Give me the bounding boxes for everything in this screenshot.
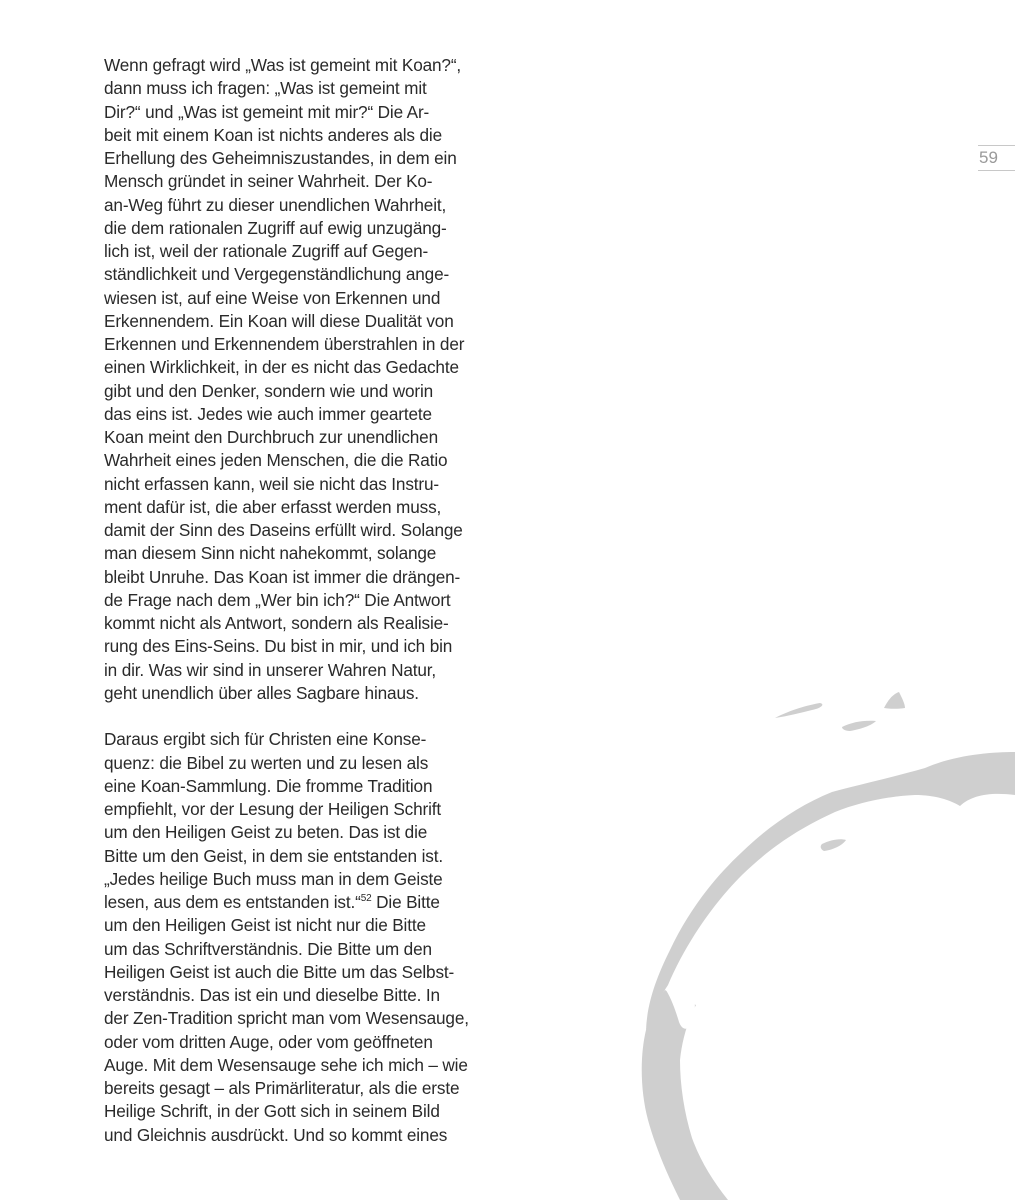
text-line: Heiligen Geist ist auch die Bitte um das Selbst-	[104, 961, 455, 982]
text-line: Dir?“ und „Was ist gemeint mit mir?“ Die Ar-	[104, 101, 430, 122]
paragraph-spacer	[104, 705, 484, 728]
text-line: Daraus ergibt sich für Christen eine Konse-	[104, 729, 427, 750]
text-line: Auge. Mit dem Wesensauge sehe ich mich – wie	[104, 1054, 468, 1075]
text-line: Koan meint den Durchbruch zur unendlichen	[104, 427, 438, 447]
text-line: damit der Sinn des Daseins erfüllt wird. Solange	[104, 520, 463, 540]
footnote-reference[interactable]: 52	[360, 893, 372, 904]
text-line: oder vom dritten Auge, oder vom geöffneten	[104, 1031, 433, 1052]
text-line: wiesen ist, auf eine Weise von Erkennen und	[104, 287, 441, 308]
text-line: bereits gesagt – als Primärliteratur, als die erste	[104, 1078, 460, 1098]
text-line: der Zen-Tradition spricht man vom Wesensauge,	[104, 1008, 469, 1029]
text-line: um den Heiligen Geist ist nicht nur die Bitte	[104, 915, 426, 936]
text-line-with-footnote	[104, 891, 484, 914]
enso-brush-circle-icon	[600, 690, 1015, 1200]
footnote-line-start: lesen, aus dem es entstanden ist.“	[104, 892, 361, 912]
text-line: in dir. Was wir sind in unserer Wahren Natur,	[104, 659, 437, 680]
text-line: „Jedes heilige Buch muss man in dem Geiste	[104, 868, 443, 889]
text-line: Erhellung des Geheimniszustandes, in dem ein	[104, 148, 457, 168]
text-line: dann muss ich fragen: „Was ist gemeint mit	[104, 78, 427, 99]
text-line: Bitte um den Geist, in dem sie entstanden ist.	[104, 845, 443, 866]
body-text	[104, 54, 484, 1147]
page-number-label: 59	[979, 148, 998, 167]
text-line: um den Heiligen Geist zu beten. Das ist die	[104, 822, 428, 843]
text-line: nicht erfassen kann, weil sie nicht das Instru-	[104, 473, 439, 494]
text-line: rung des Eins-Seins. Du bist in mir, und ich bin	[104, 636, 453, 657]
text-line: Mensch gründet in seiner Wahrheit. Der Ko-	[104, 171, 433, 192]
text-line: empfiehlt, vor der Lesung der Heiligen Schrift	[104, 799, 442, 819]
text-line: verständnis. Das ist ein und dieselbe Bitte. In	[104, 985, 440, 1005]
text-line: ständlichkeit und Vergegenständlichung ange-	[104, 264, 450, 285]
text-line: lich ist, weil der rationale Zugriff auf Gegen-	[104, 241, 429, 261]
text-line: Erkennen und Erkennendem überstrahlen in der	[104, 334, 465, 354]
text-line: quenz: die Bibel zu werten und zu lesen als	[104, 752, 429, 773]
paragraph-2	[104, 728, 484, 1147]
text-line: ment dafür ist, die aber erfasst werden muss,	[104, 496, 442, 517]
text-line: Wahrheit eines jeden Menschen, die die Ratio	[104, 450, 448, 471]
text-line: beit mit einem Koan ist nichts anderes als die	[104, 124, 442, 145]
text-line: an-Weg führt zu dieser unendlichen Wahrheit,	[104, 194, 447, 215]
text-line: einen Wirklichkeit, in der es nicht das Gedachte	[104, 357, 459, 378]
text-line: Erkennendem. Ein Koan will diese Dualität von	[104, 310, 454, 331]
paragraph-1	[104, 54, 484, 705]
footnote-line-end: Die Bitte	[371, 892, 440, 912]
text-line: man diesem Sinn nicht nahekommt, solange	[104, 543, 437, 564]
text-line: und Gleichnis ausdrückt. Und so kommt eines	[104, 1124, 448, 1145]
text-line: um das Schriftverständnis. Die Bitte um den	[104, 938, 432, 959]
text-line: kommt nicht als Antwort, sondern als Realisie-	[104, 613, 449, 633]
page-number	[978, 145, 1015, 171]
text-line: das eins ist. Jedes wie auch immer geartete	[104, 403, 432, 424]
text-line: die dem rationalen Zugriff auf ewig unzugäng-	[104, 217, 447, 238]
text-line: Heilige Schrift, in der Gott sich in seinem Bild	[104, 1101, 440, 1122]
text-line: bleibt Unruhe. Das Koan ist immer die drängen-	[104, 566, 461, 587]
text-line: Wenn gefragt wird „Was ist gemeint mit Koan?“,	[104, 55, 462, 75]
text-line: de Frage nach dem „Wer bin ich?“ Die Antwort	[104, 589, 451, 610]
text-line: gibt und den Denker, sondern wie und worin	[104, 380, 434, 401]
text-line: geht unendlich über alles Sagbare hinaus.	[104, 682, 419, 703]
text-line: eine Koan-Sammlung. Die fromme Tradition	[104, 775, 433, 796]
